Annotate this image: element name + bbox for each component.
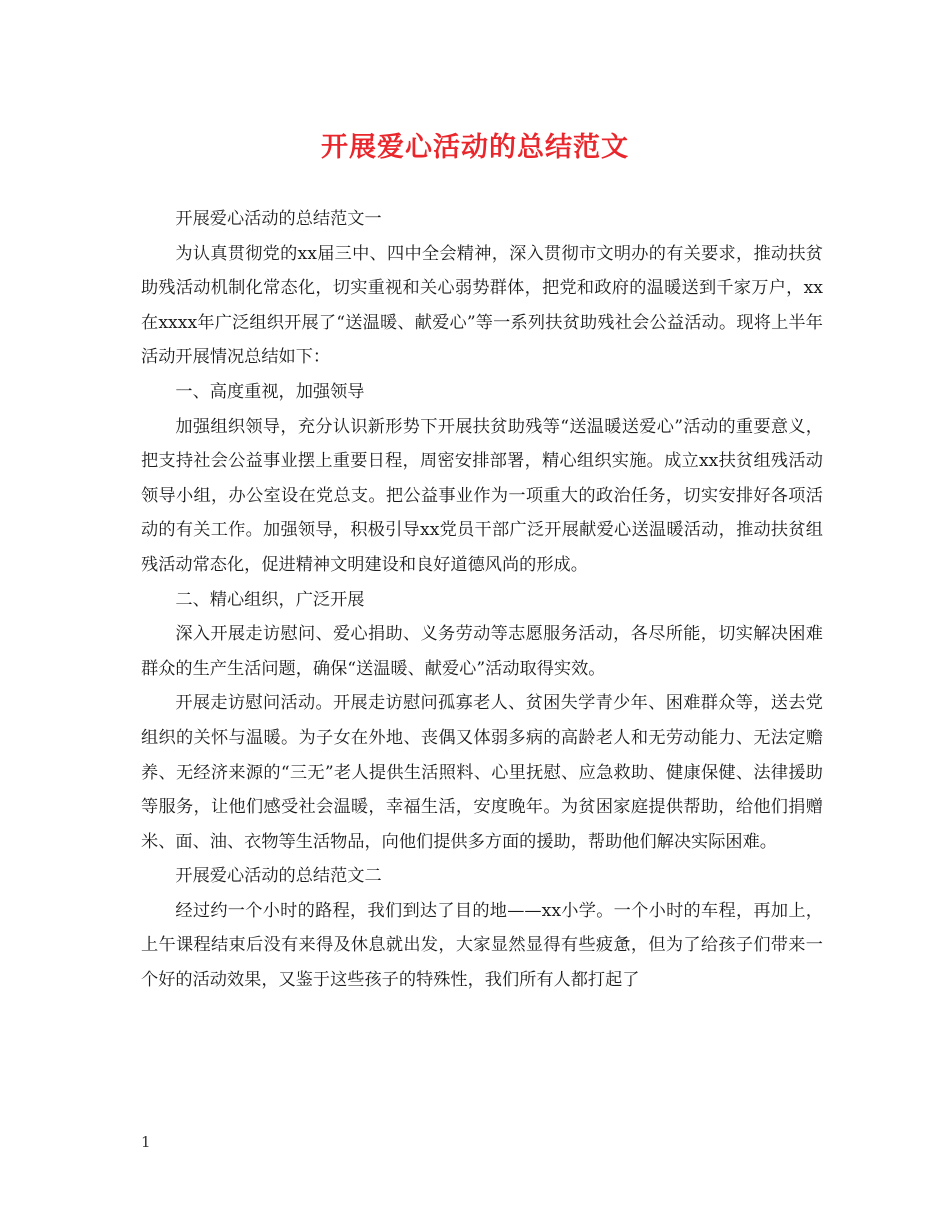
body-paragraph: 经过约一个小时的路程，我们到达了目的地——xx小学。一个小时的车程，再加上，上午课程结束后没有来得及休息就出发，大家显然显得有些疲惫，但为了给孩子们带来一个好的活动效果，又鉴于这些孩子的特殊性，我们所有人都打起了 <box>141 900 823 991</box>
section-heading-1: 开展爱心活动的总结范文一 <box>175 209 382 229</box>
body-paragraph: 深入开展走访慰问、爱心捐助、义务劳动等志愿服务活动，各尽所能，切实解决困难群众的生产生活问题，确保“送温暖、献爱心”活动取得实效。 <box>141 624 823 679</box>
section-heading-2: 开展爱心活动的总结范文二 <box>175 866 382 887</box>
subheading-2: 二、精心组织，广泛开展 <box>175 589 365 610</box>
page-number: 1 <box>141 1133 151 1151</box>
document-title: 开展爱心活动的总结范文 <box>321 132 629 163</box>
subheading-1: 一、高度重视，加强领导 <box>175 381 365 402</box>
body-paragraph: 加强组织领导，充分认识新形势下开展扶贫助残等“送温暖送爱心”活动的重要意义，把支持社会公益事业摆上重要日程，周密安排部署，精心组织实施。成立xx扶贫组残活动领导小组，办公室设在党总支。把公益事业作为一项重大的政治任务，切实安排好各项活动的有关工作。加强领导，积极引导xx党员干部广泛开展献爱心送温暖活动，推动扶贫组残活动常态化，促进精神文明建设和良好道德风尚的形成。 <box>141 416 823 575</box>
body-paragraph: 开展走访慰问活动。开展走访慰问孤寡老人、贫困失学青少年、困难群众等，送去党组织的关怀与温暖。为子女在外地、丧偶又体弱多病的高龄老人和无劳动能力、无法定赡养、无经济来源的“三无”老人提供生活照料、心里抚慰、应急救助、健康保健、法律援助等服务，让他们感受社会温暖，幸福生活，安度晚年。为贫困家庭提供帮助，给他们捐赠米、面、油、衣物等生活物品，向他们提供多方面的援助，帮助他们解决实际困难。 <box>141 693 823 852</box>
document-body <box>141 202 823 998</box>
body-paragraph: 为认真贯彻党的xx届三中、四中全会精神，深入贯彻市文明办的有关要求，推动扶贫助残活动机制化常态化，切实重视和关心弱势群体，把党和政府的温暖送到千家万户，xx在xxxx年广泛组织开展了“送温暖、献爱心”等一系列扶贫助残社会公益活动。现将上半年活动开展情况总结如下： <box>141 243 823 368</box>
